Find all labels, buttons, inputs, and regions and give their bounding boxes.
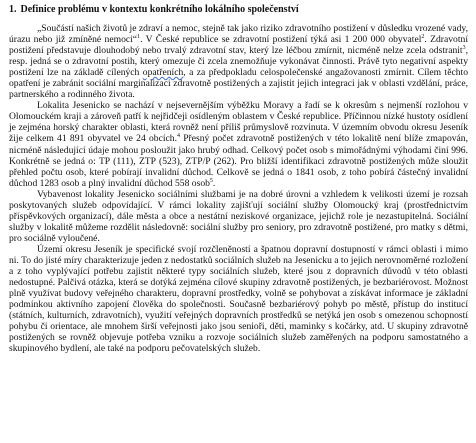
paragraph-text: .: [212, 177, 216, 189]
paragraph-3: [9, 189, 468, 244]
paragraph-text: Přesný počet zdravotně postižených v této lokalitě není blíže zmapován, nicméně následující údaje mohou posloužit jako hrubý odhad. Celkový počet osob s mimořádnými výhodami činí 996. Konkrétně se jedná o: TP (111), ZTP (523), ZTP/P (262). Pro bližší identifikaci zdravotně postižených může sloužit přehled počtu osob, které pobírají invalidní důchod. Celkově se jedná o 1841 osob, z toho pobírá částečný invalidní důchod 1283 osob a plný invalidní důchod 558 osob: [9, 133, 468, 189]
section-heading: [9, 4, 468, 16]
footnote-marker: 3: [462, 45, 466, 52]
paragraph-4: [9, 244, 468, 354]
paragraph-text: Území okresu Jeseník je specifické svojí rozčleněností a špatnou dopravní dostupností v rámci oblasti i mimo ni. To do jisté míry charakterizuje jeden z nedostatků sociálních služeb na Jesenicku a to jejich nerovnoměrné rozložení a z toho vyplývající potřebu zajistit některé typy sociálních služeb, které jsou z dopravních důvodů v této oblasti nedostupné. Palčivá otázka, která se dotýká zejména cílové skupiny zdravotně postižených, je bezbariérovost. Možnost plně využívat budovy veřejného charakteru, dopravní prostředky, volně se pohybovat a získávat informace je základní podmínkou aktivního zapojení člověka do společnosti. Současně bezbariérový pohyb po městě, přístup do institucí (státních, kulturních, zdravotních), využití veřejných dopravních prostředků se netýká jen osob s omezenou schopností pohybu či orientace, ale mnohem širší veřejnosti jako jsou senioři, děti, maminky s kočárky, atd. U skupiny zdravotně postižených se rovněž objevuje potřeba vzniku a rozvoje sociálních služeb zaměřených na podporu samostatného a skupinového bydlení, ale také na podporu pečovatelských služeb.: [9, 243, 468, 355]
paragraph-text: , resp. jedná se o zdravotní postih, který omezuje či zcela znemožňuje vykonávat činnosti. Právě tyto negativní aspekty postižení lze na základě cílených: [9, 45, 468, 79]
footnote-marker: 2: [421, 34, 425, 41]
paragraph-text: . V České republice se zdravotní postižení týká asi 1 200 000 obyvatel: [140, 34, 422, 46]
paragraph-text: „Součástí našich životů je zdraví a nemoc, stejně tak jako riziko zdravotního postižení v důsledku vrozené vady, úrazu nebo již zmíněné nemoci“: [9, 23, 468, 46]
paragraph-text: Vybavenost lokality Jesenicko sociálními službami je na dobré úrovni a vzhledem k velikosti území je rozsah poskytovaných služeb odpovídající. V rámci lokality zajišťují sociální služby Olomoucký kraj (prostřednictvím příspěvkových organizací), dále města a obce a nestátní neziskové organizace, jejichž role je nezastupitelná. Sociální služby v lokalitě můžeme rozdělit následovně: sociální služby pro seniory, pro zdravotně postižené, pro matky s dětmi, pro sociálně vyloučené.: [9, 188, 468, 244]
footnote-marker: 5: [209, 177, 213, 184]
paragraph-text: . Zdravotní postižení představuje dlouhodobý nebo trvalý zdravotní stav, který lze léčbou zmírnit, nicméně nelze zcela odstranit: [9, 34, 468, 57]
footnote-marker: 4: [176, 133, 180, 140]
paragraph-1: [9, 23, 468, 100]
paragraph-text: Lokalita Jesenicko se nachází v nejsevernějším výběžku Moravy a řadí se k okresům s nejmenší rozlohou v Olomouckém kraji a zároveň patří k nejřidčeji osídleným oblastem v České republice. Příčinnou nízké hustoty osídlení je zejména horský charakter oblasti, která rovněž není příliš průmyslově rozvinuta. V územním obvodu okresu Jeseník žije celkem 41 891 obyvatel ve 24 obcích.: [9, 100, 468, 145]
spellcheck-underlined-word: opatřeních: [142, 67, 184, 79]
paragraph-2: [9, 100, 468, 188]
paragraph-text: , a za předpokladu celospolečenské angažovanosti zmírnit. Cílem těchto opatření je zabránit sociální marginalizaci zdravotně postižených a zajistit jejich integraci jak v oblasti vzdělání, práce, partnerského a rodinného života.: [9, 67, 468, 101]
section-title: Definice problému v kontextu konkrétního lokálního společenství: [20, 4, 299, 15]
section-number: 1.: [9, 4, 17, 15]
footnote-marker: 1: [137, 34, 141, 41]
